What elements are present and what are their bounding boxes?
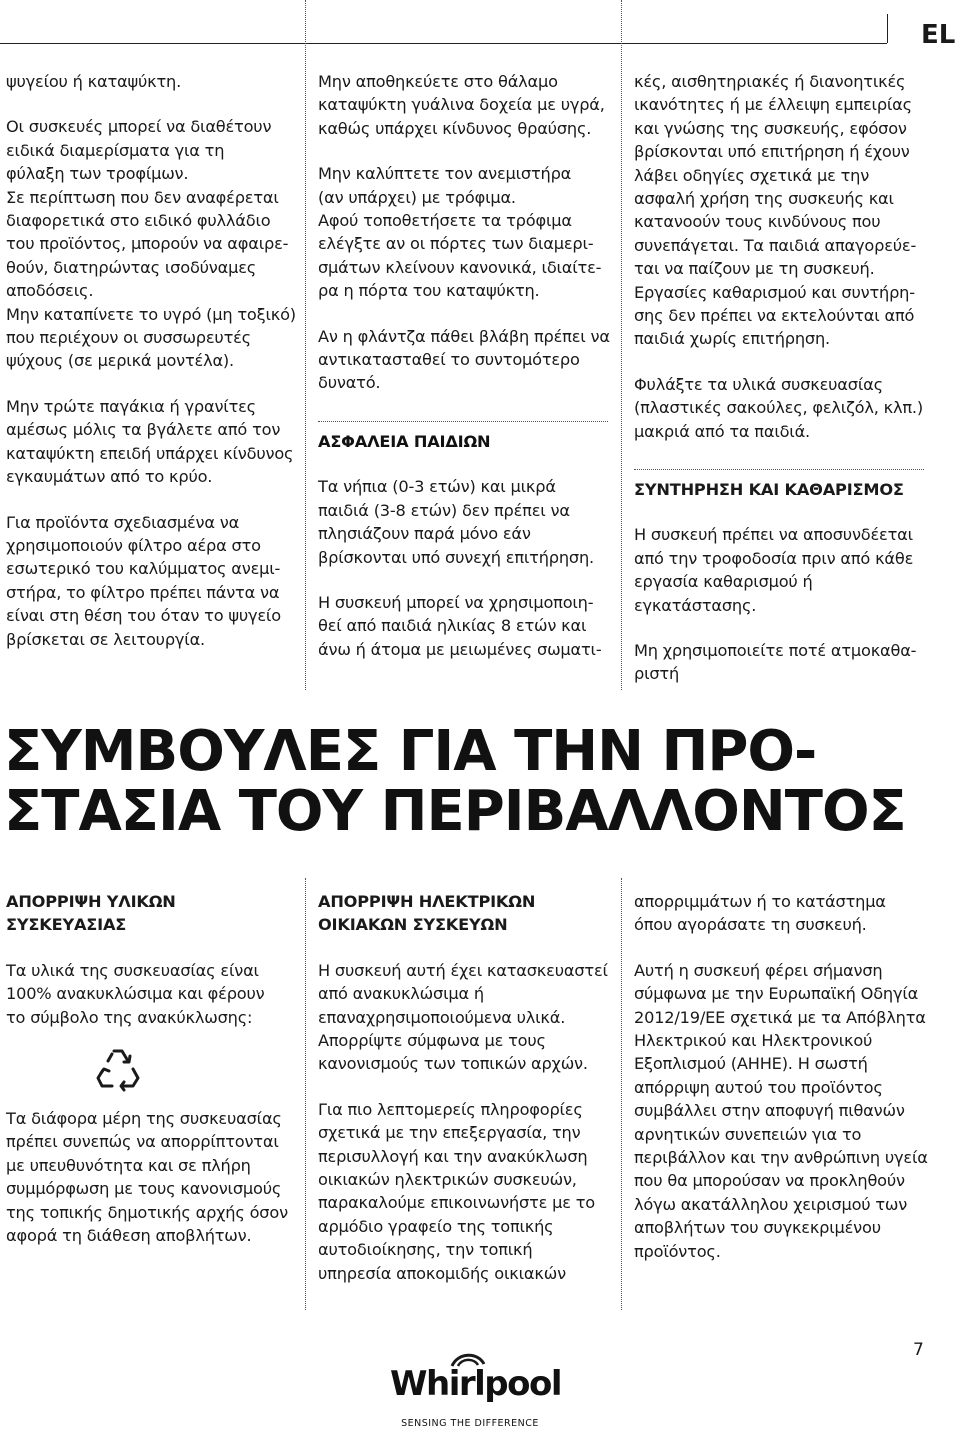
weee-disposal-heading: ΑΠΟΡΡΙΨΗ ΗΛΕΚΤΡΙΚΩΝ ΟΙΚΙΑΚΩΝ ΣΥΣΚΕΥΩΝ — [318, 892, 536, 935]
paragraph: Μην τρώτε παγάκια ή γρανίτες αμέσως μόλις τα βγάλετε από τον καταψύκτη επειδή υπάρχει κίνδυνος εγκαυμάτων από το κρύο. — [6, 396, 294, 487]
child-safety-section — [318, 430, 610, 661]
child-safety-heading: ΑΣΦΑΛΕΙΑ ΠΑΙΔΙΩΝ — [318, 432, 491, 451]
recycle-symbol-area — [6, 1029, 296, 1107]
top-column-1 — [6, 70, 298, 651]
paragraph: Εργασίες καθαρισμού και συντήρη- σης δεν πρέπει να εκτελούνται από παιδιά χωρίς επιτήρηση. — [634, 282, 915, 349]
environment-title-line: ΣΤΑΣΙΑ ΤΟΥ ΠΕΡΙΒΑΛΛΟΝΤΟΣ — [4, 779, 906, 844]
packaging-disposal-section — [6, 890, 296, 1247]
paragraph: Τα νήπια (0-3 ετών) και μικρά παιδιά (3-8 ετών) δεν πρέπει να πλησιάζουν παρά μόνο εάν βρίσκονται υπό συνεχή επιτήρηση. — [318, 477, 594, 567]
paragraph: Για προϊόντα σχεδιασμένα να χρησιμοποιούν φίλτρο αέρα στο εσωτερικό του καλύμματος ανεμι- στήρα, το φίλτρο πρέπει πάντα να είναι στη θέση του όταν το ψυγείο βρίσκεται σε λειτουργία. — [6, 512, 281, 649]
page-number: 7 — [913, 1340, 924, 1360]
paragraph: Μην καλύπτετε τον ανεμιστήρα (αν υπάρχει) με τρόφιμα. — [318, 164, 572, 207]
brand-name: Whirlpool — [390, 1364, 561, 1404]
environment-title-line: ΣΥΜΒΟΥΛΕΣ ΓΙΑ ΤΗΝ ΠΡΟ- — [4, 719, 817, 784]
environment-title — [4, 719, 959, 844]
top-column-2 — [318, 70, 610, 395]
section-divider — [634, 469, 924, 470]
paragraph: Η συσκευή πρέπει να αποσυνδέεται από την τροφοδοσία πριν από κάθε εργασία καθαρισμού ή εγκατάστασης. — [634, 525, 914, 615]
packaging-disposal-heading: ΑΠΟΡΡΙΨΗ ΥΛΙΚΩΝ ΣΥΣΚΕΥΑΣΙΑΣ — [6, 892, 176, 935]
header-rule-tick — [887, 14, 888, 43]
maintenance-heading: ΣΥΝΤΗΡΗΣΗ ΚΑΙ ΚΑΘΑΡΙΣΜΟΣ — [634, 480, 904, 499]
paragraph: κές, αισθητηριακές ή διανοητικές ικανότητες ή με έλλειψη εμπειρίας και γνώσης της συσκευής, εφόσον βρίσκονται υπό επιτήρηση ή έχουν λάβει οδηγίες σχετικά με την ασφαλή χρήση της συσκευής και κατανοούν τους κινδύνους που συνεπάγεται. Τα παιδιά απαγορεύε- ται να παίζουν με τη συσκευή. — [634, 72, 917, 279]
paragraph: Σε περίπτωση που δεν αναφέρεται διαφορετικά στο ειδικό φυλλάδιο του προϊόντος, μπορούν να αφαιρε- θούν, διατηρώντας ισοδύναμες αποδόσεις. — [6, 187, 289, 301]
paragraph: Τα διάφορα μέρη της συσκευασίας πρέπει συνεπώς να απορρίπτονται με υπευθυνότητα και σε πλήρη συμμόρφωση με τους κανονισμούς της τοπικής δημοτικής αρχής όσον αφορά τη διάθεση αποβλήτων. — [6, 1109, 288, 1246]
column-divider — [621, 878, 622, 1310]
top-column-3 — [634, 70, 934, 443]
paragraph: Μη χρησιμοποιείτε ποτέ ατμοκαθα- ριστή — [634, 641, 917, 684]
paragraph: Η συσκευή μπορεί να χρησιμοποιη- θεί από παιδιά ηλικίας 8 ετών και άνω ή άτομα με μειωμένες σωματι- — [318, 593, 602, 659]
paragraph: Οι συσκευές μπορεί να διαθέτουν ειδικά διαμερίσματα για τη φύλαξη των τροφίμων. — [6, 117, 272, 184]
language-code: EL — [921, 20, 956, 50]
section-divider — [318, 421, 608, 422]
paragraph: Μην αποθηκεύετε στο θάλαμο καταψύκτη γυάλινα δοχεία με υγρά, καθώς υπάρχει κίνδυνος θραύσης. — [318, 72, 605, 138]
column-divider — [305, 0, 306, 690]
paragraph: Μην καταπίνετε το υγρό (μη τοξικό) που περιέχουν οι συσσωρευτές ψύχους (σε μερικά μοντέλα). — [6, 304, 296, 371]
paragraph: Αυτή η συσκευή φέρει σήμανση σύμφωνα με την Ευρωπαϊκή Οδηγία 2012/19/ΕΕ σχετικά με τα Απόβλητα Ηλεκτρικού και Ηλεκτρονικού Εξοπλισμού (ΑΗΗΕ). Η σωστή απόρριψη αυτού του προϊόντος συμβάλλει στην αποφυγή πιθανών αρνητικών συνεπειών για το περιβάλλον και την ανθρώπινη υγεία που θα μπορούσαν να προκληθούν λόγω ακατάλληλου χειρισμού των αποβλήτων του συγκεκριμένου προϊόντος. — [634, 960, 928, 1261]
paragraph: Για πιο λεπτομερείς πληροφορίες σχετικά με την επεξεργασία, την περισυλλογή και την ανακύκλωση οικιακών ηλεκτρικών συσκευών, παρακαλούμε επικοινωνήστε με το αρμόδιο γραφείο της τοπικής αυτοδιοίκησης, την τοπική υπηρεσία αποκομιδής οικιακών — [318, 1099, 595, 1283]
paragraph: Η συσκευή αυτή έχει κατασκευαστεί από ανακυκλώσιμα ή επαναχρησιμοποιούμενα υλικά. Απορρίψτε σύμφωνα με τους κανονισμούς των τοπικών αρχών. — [318, 960, 608, 1074]
weee-directive-section — [634, 890, 934, 1263]
whirlpool-logo — [390, 1350, 561, 1436]
paragraph: Αφού τοποθετήσετε τα τρόφιμα ελέγξτε αν οι πόρτες των διαμερι- σμάτων κλείνουν κανονικά, ιδιαίτε- ρα η πόρτα του καταψύκτη. — [318, 211, 602, 301]
brand-tagline: SENSING THE DIFFERENCE — [401, 1418, 539, 1429]
maintenance-section — [634, 478, 934, 686]
paragraph: Αν η φλάντζα πάθει βλάβη πρέπει να αντικατασταθεί το συντομότερο δυνατό. — [318, 326, 610, 393]
paragraph: απορριμμάτων ή το κατάστημα όπου αγοράσατε τη συσκευή. — [634, 892, 886, 935]
weee-disposal-section — [318, 890, 610, 1285]
paragraph: ψυγείου ή καταψύκτη. — [6, 72, 182, 91]
column-divider — [305, 878, 306, 1310]
paragraph: Φυλάξτε τα υλικά συσκευασίας (πλαστικές σακούλες, φελιζόλ, κλπ.) μακριά από τα παιδιά. — [634, 374, 923, 441]
header-rule — [0, 43, 887, 44]
column-divider — [621, 0, 622, 690]
paragraph: Τα υλικά της συσκευασίας είναι 100% ανακυκλώσιμα και φέρουν το σύμβολο της ανακύκλωσης: — [6, 960, 265, 1027]
recycle-icon — [94, 1045, 142, 1093]
